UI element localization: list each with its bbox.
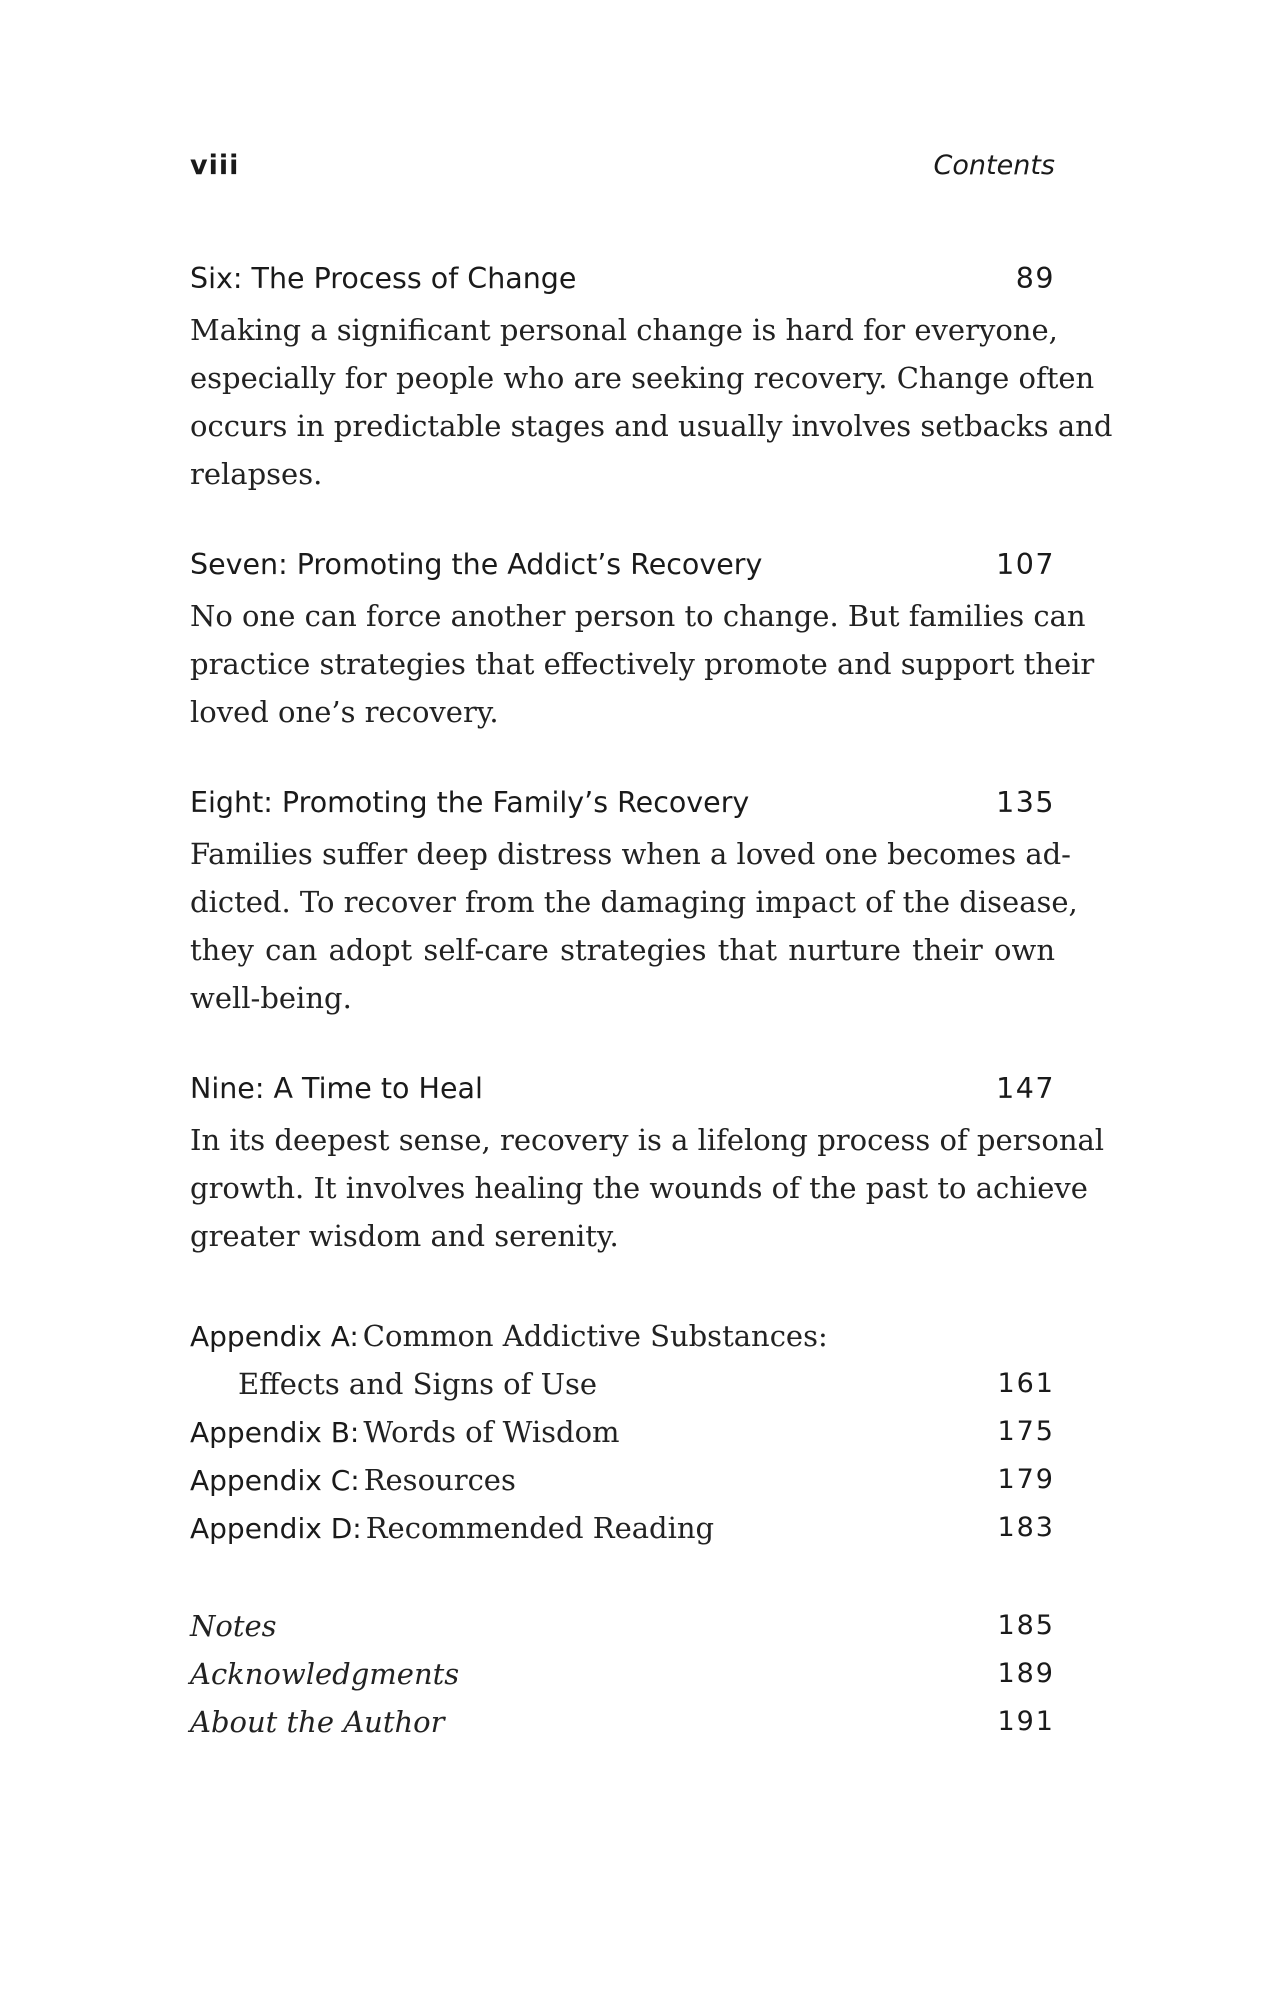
description-line: Families suffer deep distress when a loved one becomes ad- <box>190 837 1071 871</box>
back-matter-title: Notes <box>190 1609 277 1643</box>
appendix-page-number: 179 <box>997 1464 1055 1495</box>
description-line: well-being. <box>190 981 352 1015</box>
running-title: Contents <box>933 150 1055 181</box>
chapter-page-number: 135 <box>996 786 1055 819</box>
appendix-title: Recommended Reading <box>365 1511 715 1545</box>
appendix-title: Common Addictive Substances: <box>362 1319 828 1353</box>
appendix-prefix: Appendix D: <box>190 1512 362 1545</box>
chapter-heading <box>190 262 1055 302</box>
appendix-page-number: 175 <box>997 1416 1055 1447</box>
toc-entry-notes <box>190 1602 1055 1650</box>
toc-entry-appendix-c <box>190 1456 1055 1504</box>
chapter-title: Eight: Promoting the Family’s Recovery <box>190 786 750 819</box>
description-line: In its deepest sense, recovery is a lifelong process of personal <box>190 1123 1105 1157</box>
chapter-title: Six: The Process of Change <box>190 262 577 295</box>
back-matter-title: About the Author <box>190 1705 445 1739</box>
description-line: growth. It involves healing the wounds of the past to achieve <box>190 1171 1088 1205</box>
description-line: No one can force another person to change. But families can <box>190 599 1086 633</box>
description-line: practice strategies that effectively promote and support their <box>190 647 1095 681</box>
toc-entry-chapter-six <box>190 262 1113 498</box>
description-line: relapses. <box>190 457 323 491</box>
description-line: occurs in predictable stages and usually involves setbacks and <box>190 409 1113 443</box>
toc-entry-chapter-eight <box>190 786 1078 1022</box>
appendix-title-continuation: Effects and Signs of Use <box>238 1367 598 1401</box>
appendix-title: Words of Wisdom <box>363 1415 620 1449</box>
description-line: greater wisdom and serenity. <box>190 1219 619 1253</box>
chapter-title: Seven: Promoting the Addict’s Recovery <box>190 548 763 581</box>
back-matter-page-number: 189 <box>997 1658 1055 1689</box>
description-line: Making a significant personal change is hard for everyone, <box>190 313 1058 347</box>
appendix-page-number: 183 <box>997 1512 1055 1543</box>
appendix-prefix: Appendix A: <box>190 1320 359 1353</box>
contents-page <box>190 0 1113 2000</box>
chapter-page-number: 89 <box>1015 262 1055 295</box>
toc-entry-chapter-nine <box>190 1072 1105 1260</box>
chapter-heading <box>190 548 1055 588</box>
back-matter-list <box>190 1602 1055 1746</box>
description-line: they can adopt self-care strategies that nurture their own <box>190 933 1055 967</box>
description-line: especially for people who are seeking recovery. Change often <box>190 361 1095 395</box>
running-head <box>190 150 1055 190</box>
chapter-page-number: 107 <box>996 548 1055 581</box>
toc-entry-appendix-d <box>190 1504 1055 1552</box>
toc-entry-appendix-b <box>190 1408 1055 1456</box>
back-matter-page-number: 185 <box>997 1610 1055 1641</box>
toc-entry-about-the-author <box>190 1698 1055 1746</box>
appendix-prefix: Appendix C: <box>190 1464 360 1497</box>
chapter-heading <box>190 786 1055 826</box>
appendix-list <box>190 1312 1055 1552</box>
toc-entry-chapter-seven <box>190 548 1095 736</box>
chapter-page-number: 147 <box>996 1072 1055 1105</box>
back-matter-title: Acknowledgments <box>190 1657 460 1691</box>
toc-entry-appendix-a-continued <box>190 1360 1055 1408</box>
back-matter-page-number: 191 <box>997 1706 1055 1737</box>
chapter-description <box>190 1116 1105 1260</box>
toc-entry-appendix-a <box>190 1312 1055 1360</box>
chapter-heading <box>190 1072 1055 1112</box>
description-line: dicted. To recover from the damaging impact of the disease, <box>190 885 1078 919</box>
chapter-description <box>190 306 1113 498</box>
appendix-prefix: Appendix B: <box>190 1416 360 1449</box>
chapter-description <box>190 592 1095 736</box>
chapter-description <box>190 830 1078 1022</box>
appendix-title: Resources <box>363 1463 516 1497</box>
chapter-title: Nine: A Time to Heal <box>190 1072 483 1105</box>
appendix-page-number: 161 <box>997 1368 1055 1399</box>
page-number: viii <box>190 150 240 181</box>
toc-entry-acknowledgments <box>190 1650 1055 1698</box>
description-line: loved one’s recovery. <box>190 695 499 729</box>
